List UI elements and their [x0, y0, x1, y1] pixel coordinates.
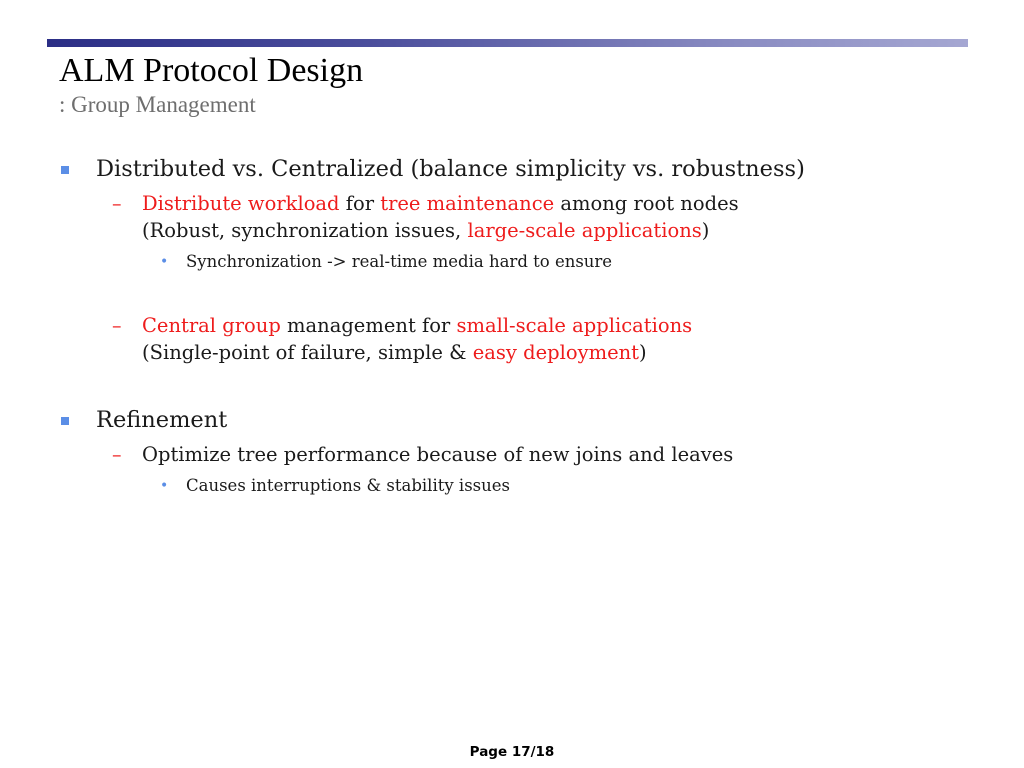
emphasis-text: Distribute workload: [142, 192, 340, 215]
section-heading-refinement: Refinement: [96, 407, 228, 433]
dash-bullet-icon: –: [112, 315, 122, 337]
section-heading-distributed: Distributed vs. Centralized (balance simplicity vs. robustness): [96, 156, 805, 182]
dash-bullet-icon: –: [112, 444, 122, 466]
body-text: among root nodes: [554, 192, 739, 215]
slide-title: ALM Protocol Design: [59, 52, 364, 89]
body-text: (Single-point of failure, simple &: [142, 341, 473, 364]
square-bullet-icon: [61, 166, 69, 174]
emphasis-text: tree maintenance: [380, 192, 555, 215]
body-text: Optimize tree performance because of new joins and leaves: [142, 443, 734, 466]
item-optimize-tree: [142, 442, 733, 468]
item-distribute-workload-line2: [142, 218, 709, 244]
square-bullet-icon: [61, 417, 69, 425]
emphasis-text: large-scale applications: [467, 219, 702, 242]
sub-item-interruptions: Causes interruptions & stability issues: [186, 476, 511, 495]
dot-bullet-icon: •: [160, 254, 169, 270]
body-text: management for: [280, 314, 457, 337]
body-text: ): [701, 219, 710, 242]
body-text: for: [339, 192, 381, 215]
item-central-group-line1: [142, 313, 692, 339]
dash-bullet-icon: –: [112, 193, 122, 215]
emphasis-text: small-scale applications: [456, 314, 693, 337]
body-text: (Robust, synchronization issues,: [142, 219, 468, 242]
emphasis-text: Central group: [142, 314, 281, 337]
sub-item-synchronization: Synchronization -> real-time media hard to ensure: [186, 252, 613, 271]
emphasis-text: easy deployment: [472, 341, 640, 364]
page-number: Page 17/18: [469, 744, 555, 760]
item-distribute-workload-line1: [142, 191, 739, 217]
slide-subtitle: : Group Management: [59, 92, 256, 117]
item-central-group-line2: [142, 340, 647, 366]
dot-bullet-icon: •: [160, 478, 169, 494]
body-text: ): [639, 341, 647, 364]
